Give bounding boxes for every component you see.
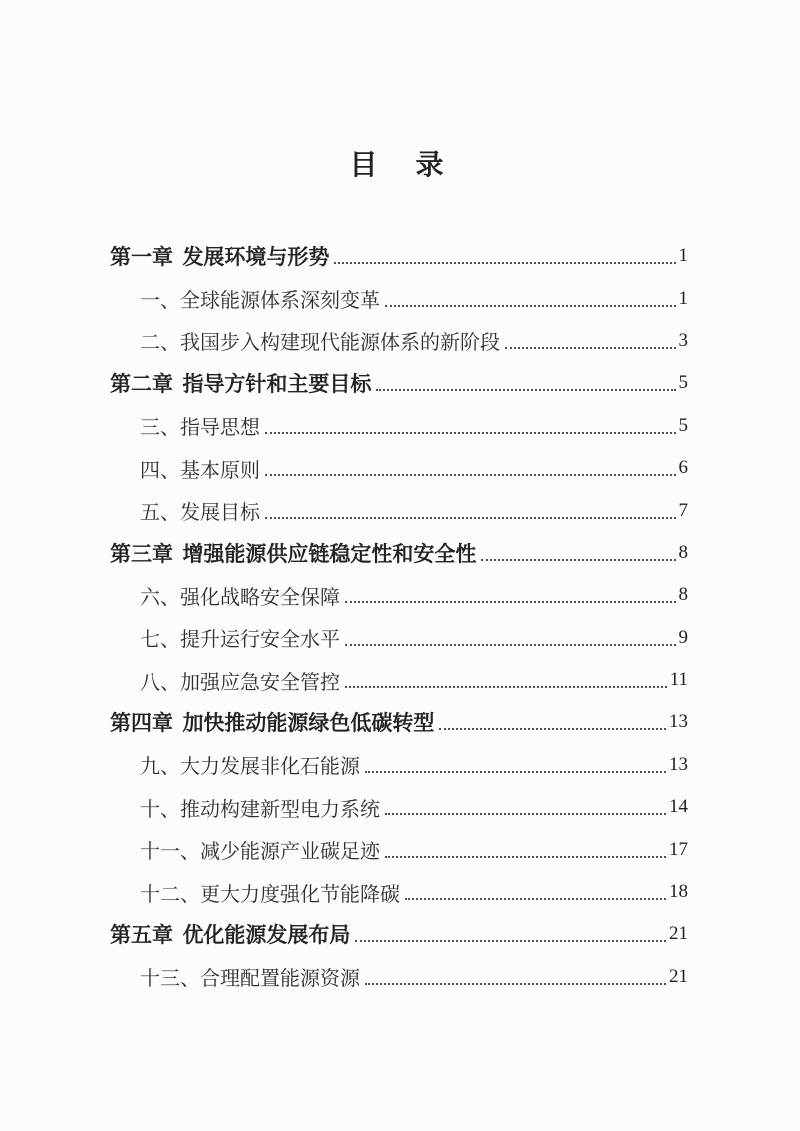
toc-section-row [110,956,688,998]
page-number: 18 [669,881,688,903]
page-number: 21 [669,923,688,945]
toc-section-row [110,786,688,828]
entry-number: 四、 [140,457,180,482]
dot-leader [355,940,666,942]
page-number: 5 [678,414,688,436]
dot-leader [385,856,666,858]
dot-leader [265,474,676,476]
entry-title: 提升运行安全水平 [180,627,340,652]
entry-number: 一、 [140,288,180,313]
dot-leader [365,771,666,773]
page-number: 17 [669,838,688,860]
page-number: 13 [669,753,688,775]
page-number: 1 [678,245,688,267]
dot-leader [405,898,666,900]
dot-leader [334,262,675,264]
toc-chapter-row [110,532,688,574]
toc-chapter-row [110,362,688,404]
entry-title: 指导方针和主要目标 [182,372,372,397]
page-number: 6 [678,457,688,479]
page-number: 3 [678,329,688,351]
entry-title: 大力发展非化石能源 [180,754,360,779]
toc-section-row [110,659,688,701]
dot-leader [345,601,676,603]
entry-number: 十一、 [140,839,200,864]
dot-leader [265,432,676,434]
page-number: 14 [669,796,688,818]
entry-title: 指导思想 [180,415,260,440]
toc-section-row [110,871,688,913]
entry-title: 增强能源供应链稳定性和安全性 [182,541,477,566]
entry-title: 推动构建新型电力系统 [180,796,380,821]
page-number: 8 [678,584,688,606]
entry-number: 第二章 [110,372,173,397]
dot-leader [365,983,666,985]
page-number: 21 [669,965,688,987]
page-number: 7 [678,499,688,521]
entry-title: 全球能源体系深刻变革 [180,288,380,313]
dot-leader [345,686,667,688]
entry-number: 十、 [140,796,180,821]
entry-title: 发展环境与形势 [182,245,330,270]
toc-chapter-row [110,913,688,955]
toc-section-row [110,489,688,531]
entry-title: 减少能源产业碳足迹 [200,839,380,864]
entry-title: 加强应急安全管控 [180,669,340,694]
page-number: 5 [678,372,688,394]
entry-number: 五、 [140,500,180,525]
entry-title: 更大力度强化节能降碳 [200,881,400,906]
page-number: 11 [669,669,688,691]
dot-leader [481,559,675,561]
entry-title: 合理配置能源资源 [200,966,360,991]
dot-leader [345,644,676,646]
entry-title: 基本原则 [180,457,260,482]
dot-leader [265,517,676,519]
dot-leader [385,305,676,307]
entry-number: 七、 [140,627,180,652]
entry-title: 我国步入构建现代能源体系的新阶段 [180,330,500,355]
toc-section-row [110,447,688,489]
entry-number: 第四章 [110,711,173,736]
entry-number: 第五章 [110,923,173,948]
dot-leader [505,347,676,349]
toc-section-row [110,320,688,362]
entry-number: 第三章 [110,541,173,566]
dot-leader [376,389,675,391]
entry-number: 九、 [140,754,180,779]
page-number: 9 [678,626,688,648]
page-title: 目 录 [349,150,449,181]
entry-title: 发展目标 [180,500,260,525]
toc-list [110,235,688,998]
entry-number: 十二、 [140,881,200,906]
page-number: 1 [678,287,688,309]
entry-number: 六、 [140,584,180,609]
page-number: 8 [678,541,688,563]
entry-number: 二、 [140,330,180,355]
entry-title: 加快推动能源绿色低碳转型 [182,711,435,736]
toc-section-row [110,405,688,447]
toc-chapter-row [110,701,688,743]
toc-chapter-row [110,235,688,277]
entry-title: 强化战略安全保障 [180,584,340,609]
dot-leader [439,728,666,730]
entry-number: 第一章 [110,245,173,270]
entry-number: 三、 [140,415,180,440]
entry-title: 优化能源发展布局 [182,923,351,948]
toc-section-row [110,574,688,616]
toc-section-row [110,617,688,659]
toc-section-row [110,828,688,870]
toc-section-row [110,277,688,319]
page-number: 13 [669,711,688,733]
dot-leader [385,813,666,815]
entry-number: 十三、 [140,966,200,991]
entry-number: 八、 [140,669,180,694]
toc-section-row [110,744,688,786]
